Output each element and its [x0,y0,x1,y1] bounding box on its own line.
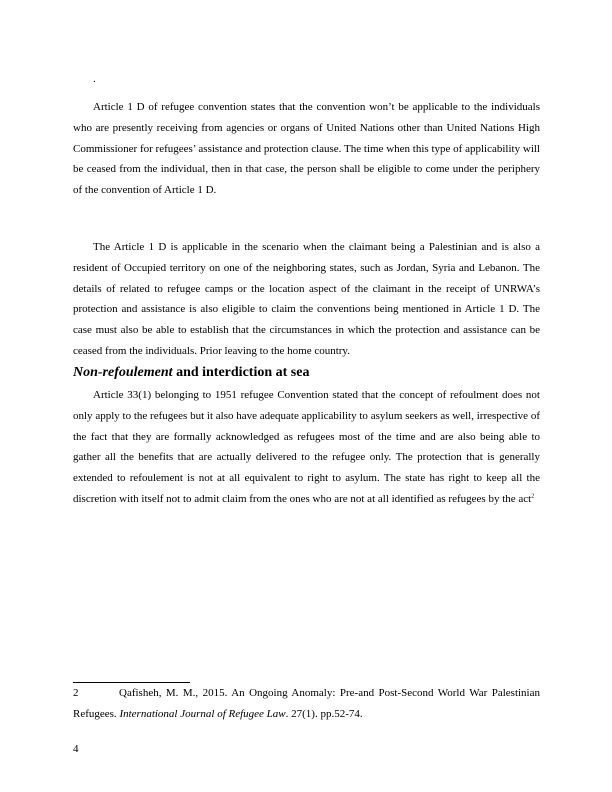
heading-italic: Non-refoulement [73,365,173,380]
paragraph-text [73,385,540,510]
footnote-citation-end: . 27(1). pp.52-74. [285,708,363,720]
heading-rest: and interdiction at sea [172,365,310,380]
footnote [73,683,540,725]
paragraph-text: The Article 1 D is applicable in the scenario when the claimant being a Palestinian and is also a resident of Occupied territory on one of the neighboring states, such as Jordan, Syria and Lebanon. The details of related to refugee camps or the location aspect of the claimant in the receipt of UNRWA’s protection and assistance is also eligible to claim the conventions being mentioned in Article 1 D. The case must also be able to establish that the circumstances in which the protection and assistance can be ceased from the individuals. Prior leaving to the home country. [73,241,540,357]
paragraph-non-refoulement [73,385,540,510]
page-number: 4 [73,743,79,755]
paragraph-article-1d-palestinian [73,237,540,362]
footnote-text: Qafisheh, M. M., 2015. An Ongoing Anomaly: Pre-and Post-Second World War Palestinian Refugees. [73,687,540,720]
section-heading [73,363,309,383]
footnote-journal: International Journal of Refugee Law [119,708,286,720]
paragraph-article-1d-intro [73,97,540,201]
paragraph-text: Article 1 D of refugee convention states that the convention won’t be applicable to the individuals who are presently receiving from agencies or organs of United Nations other than United Nations High Commissioner for refugees’ assistance and protection clause. The time when this type of applicability will be ceased from the individual, then in that case, the person shall be eligible to come under the periphery of the convention of Article 1 D. [73,101,540,197]
lead-mark: . [93,73,96,85]
paragraph-body: Article 33(1) belonging to 1951 refugee Convention stated that the concept of refoulment does not only apply to the refugees but it also have adequate applicability to asylum seekers as well, irrespective of the fact that they are formally acknowledged as refugees most of the time and are also being able to gather all the benefits that are actually delivered to the refugee only. The protection that is generally extended to refoulement is not at all equivalent to right to asylum. The state has right to keep all the discretion with itself not to admit claim from the ones who are not at all identified as refugees by the act [73,389,540,505]
footnote-number: 2 [73,687,79,699]
footnote-reference[interactable]: 2 [531,493,535,500]
